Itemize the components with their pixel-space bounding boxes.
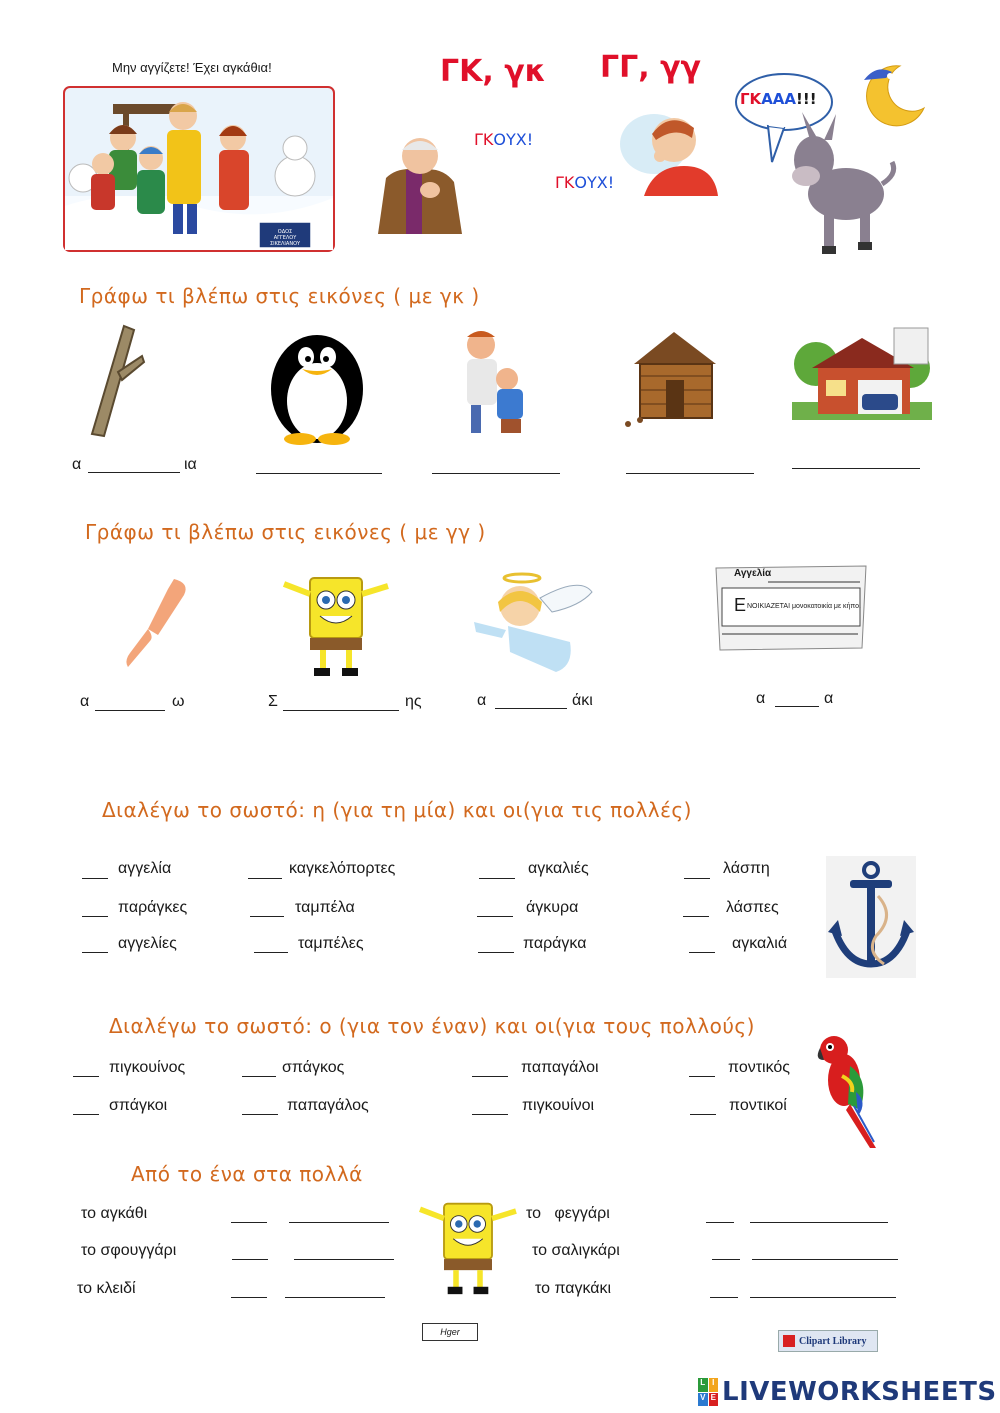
s4-r1c2-word: σπάγκος	[282, 1059, 345, 1076]
s5-right1-word-blank[interactable]	[750, 1222, 888, 1223]
s5-left3-word-blank[interactable]	[285, 1297, 385, 1298]
parrot-icon	[812, 1030, 882, 1150]
s2-item4-blank[interactable]	[775, 706, 819, 707]
s5-left3-article-blank[interactable]	[231, 1297, 267, 1298]
s3-r2c4-word: λάσπες	[726, 899, 779, 916]
s4-r2c1-blank[interactable]	[73, 1114, 99, 1115]
s3-r3c2-blank[interactable]	[254, 952, 288, 953]
coughing-boy-picture	[614, 104, 722, 196]
s4-r2c4-blank[interactable]	[690, 1114, 716, 1115]
s1-item1-suffix: ια	[184, 456, 197, 473]
s5-left3: το κλειδί	[77, 1280, 136, 1297]
s3-r1c4-blank[interactable]	[684, 878, 710, 879]
s5-right2-word-blank[interactable]	[752, 1259, 898, 1260]
s3-r3c4-blank[interactable]	[689, 952, 715, 953]
s2-item2-suffix: ης	[405, 693, 422, 710]
s3-r2c4-blank[interactable]	[683, 916, 709, 917]
s1-item2-blank[interactable]	[256, 473, 382, 474]
title-gk: ΓΚ, γκ	[440, 54, 546, 89]
s5-left1-word-blank[interactable]	[289, 1222, 389, 1223]
touch-hand-icon	[124, 575, 194, 675]
liveworksheets-brand[interactable]	[698, 1376, 997, 1408]
cough-right-sound: ΓΚΟΥΧ!	[555, 173, 615, 192]
s4-r1c1-word: πιγκουίνος	[109, 1059, 186, 1076]
s3-r2c3-blank[interactable]	[477, 916, 513, 917]
s1-item5-blank[interactable]	[792, 468, 920, 469]
section2-heading: Γράφω τι βλέπω στις εικόνες ( με γγ )	[85, 520, 486, 544]
svg-text:ΟΔΟΣ: ΟΔΟΣ	[277, 229, 293, 235]
s3-r2c2-blank[interactable]	[250, 916, 284, 917]
header-caption: Μην αγγίζετε! Έχει αγκάθια!	[112, 60, 272, 75]
s2-item4-prefix: α	[756, 690, 766, 707]
clipart-library-text: Clipart Library	[799, 1335, 867, 1347]
section5-heading: Από το ένα στα πολλά	[131, 1162, 363, 1186]
s4-r2c4-word: ποντικοί	[729, 1097, 787, 1114]
s3-r3c3-word: παράγκα	[523, 935, 587, 952]
s4-r2c2-blank[interactable]	[242, 1114, 278, 1115]
s4-r1c4-word: ποντικός	[728, 1059, 790, 1076]
s5-right2-article-blank[interactable]	[712, 1259, 740, 1260]
section1-heading: Γράφω τι βλέπω στις εικόνες ( με γκ )	[79, 284, 480, 308]
svg-text:ΑΓΓΕΛΟΥ: ΑΓΓΕΛΟΥ	[273, 235, 297, 241]
s4-r2c3-word: πιγκουίνοι	[522, 1097, 595, 1114]
clipart-library-logo	[778, 1330, 878, 1352]
ad-text: ΝΟΙΚΙΑΖΕΤΑΙ μονοκατοικία με κήπο.	[747, 603, 861, 610]
author-stamp-text: Hger	[440, 1327, 460, 1337]
s1-item1-prefix: α	[72, 456, 82, 473]
s1-item4-blank[interactable]	[626, 473, 754, 474]
anchor-icon	[826, 856, 916, 978]
s3-r1c3-word: αγκαλιές	[528, 860, 589, 877]
s2-item3-suffix: άκι	[572, 692, 593, 709]
s5-right1-article-blank[interactable]	[706, 1222, 734, 1223]
clipart-book-icon	[783, 1335, 795, 1347]
s5-left1: το αγκάθι	[81, 1205, 148, 1222]
ad-title: Αγγελία	[734, 568, 772, 579]
spongebob-icon-2	[416, 1200, 520, 1296]
hug-icon	[451, 325, 541, 437]
hut-icon	[618, 324, 732, 432]
s5-right3-article-blank[interactable]	[710, 1297, 738, 1298]
children-snow-picture	[63, 86, 335, 252]
s3-r1c2-word: καγκελόπορτες	[289, 860, 396, 877]
s5-right1: το φεγγάρι	[526, 1205, 610, 1222]
s3-r1c3-blank[interactable]	[479, 878, 515, 879]
donkey-sound: ΓΚΑΑΑ!!!	[740, 90, 817, 108]
branch-icon	[84, 322, 154, 440]
ad-big-letter: Ε	[734, 595, 747, 615]
s5-left2: το σφουγγάρι	[81, 1242, 177, 1259]
s2-item1-blank[interactable]	[95, 710, 165, 711]
s4-r1c3-word: παπαγάλοι	[521, 1059, 599, 1076]
s5-right2: το σαλιγκάρι	[532, 1242, 620, 1259]
s3-r2c3-word: άγκυρα	[526, 899, 579, 916]
s4-r2c2-word: παπαγάλος	[287, 1097, 369, 1114]
s3-r3c4-word: αγκαλιά	[732, 935, 788, 952]
s3-r2c1-blank[interactable]	[82, 916, 108, 917]
title-gg: ΓΓ, γγ	[600, 50, 701, 85]
s3-r1c1-word: αγγελία	[118, 860, 172, 877]
author-stamp	[422, 1323, 478, 1341]
s2-item2-prefix: Σ	[268, 693, 278, 710]
svg-text:ΣΙΚΕΛΙΑΝΟΥ: ΣΙΚΕΛΙΑΝΟΥ	[269, 241, 301, 247]
section4-heading: Διαλέγω το σωστό: ο (για τον έναν) και οι(για τους πολλούς)	[109, 1014, 755, 1038]
s3-r1c4-word: λάσπη	[723, 860, 770, 877]
s3-r1c2-blank[interactable]	[248, 878, 282, 879]
s4-r1c4-blank[interactable]	[689, 1076, 715, 1077]
live-badge-icon: L I V E	[698, 1378, 718, 1406]
s1-item1-blank[interactable]	[88, 472, 180, 473]
coughing-man-picture	[368, 130, 472, 234]
s3-r2c2-word: ταμπέλα	[295, 899, 355, 916]
garage-icon	[792, 324, 932, 420]
donkey-icon	[780, 110, 900, 260]
s3-r3c2-word: ταμπέλες	[298, 935, 364, 952]
penguin-icon	[268, 323, 366, 445]
s5-left2-word-blank[interactable]	[294, 1259, 394, 1260]
s3-r3c3-blank[interactable]	[478, 952, 514, 953]
s4-r2c3-blank[interactable]	[472, 1114, 508, 1115]
s3-r3c1-word: αγγελίες	[118, 935, 177, 952]
liveworksheets-text: LIVEWORKSHEETS	[722, 1377, 997, 1407]
cough-left-sound: ΓΚΟΥΧ!	[474, 130, 534, 149]
s3-r1c1-blank[interactable]	[82, 878, 108, 879]
s5-right3: το παγκάκι	[535, 1280, 612, 1297]
s5-right3-word-blank[interactable]	[750, 1297, 896, 1298]
s3-r3c1-blank[interactable]	[82, 952, 108, 953]
angel-icon	[470, 572, 594, 676]
s1-item3-blank[interactable]	[432, 473, 560, 474]
s2-item3-prefix: α	[477, 692, 487, 709]
s4-r1c3-blank[interactable]	[472, 1076, 508, 1077]
s5-left2-article-blank[interactable]	[232, 1259, 268, 1260]
spongebob-icon-1	[280, 574, 392, 678]
s4-r1c2-blank[interactable]	[242, 1076, 276, 1077]
s2-item3-blank[interactable]	[495, 708, 567, 709]
s3-r2c1-word: παράγκες	[118, 899, 188, 916]
s2-item4-suffix: α	[824, 690, 834, 707]
s2-item1-suffix: ω	[172, 693, 185, 710]
s4-r1c1-blank[interactable]	[73, 1076, 99, 1077]
s4-r2c1-word: σπάγκοι	[109, 1097, 168, 1114]
s2-item2-blank[interactable]	[283, 710, 399, 711]
section3-heading: Διαλέγω το σωστό: η (για τη μία) και οι(για τις πολλές)	[102, 798, 692, 822]
s2-item1-prefix: α	[80, 693, 90, 710]
s5-left1-article-blank[interactable]	[231, 1222, 267, 1223]
